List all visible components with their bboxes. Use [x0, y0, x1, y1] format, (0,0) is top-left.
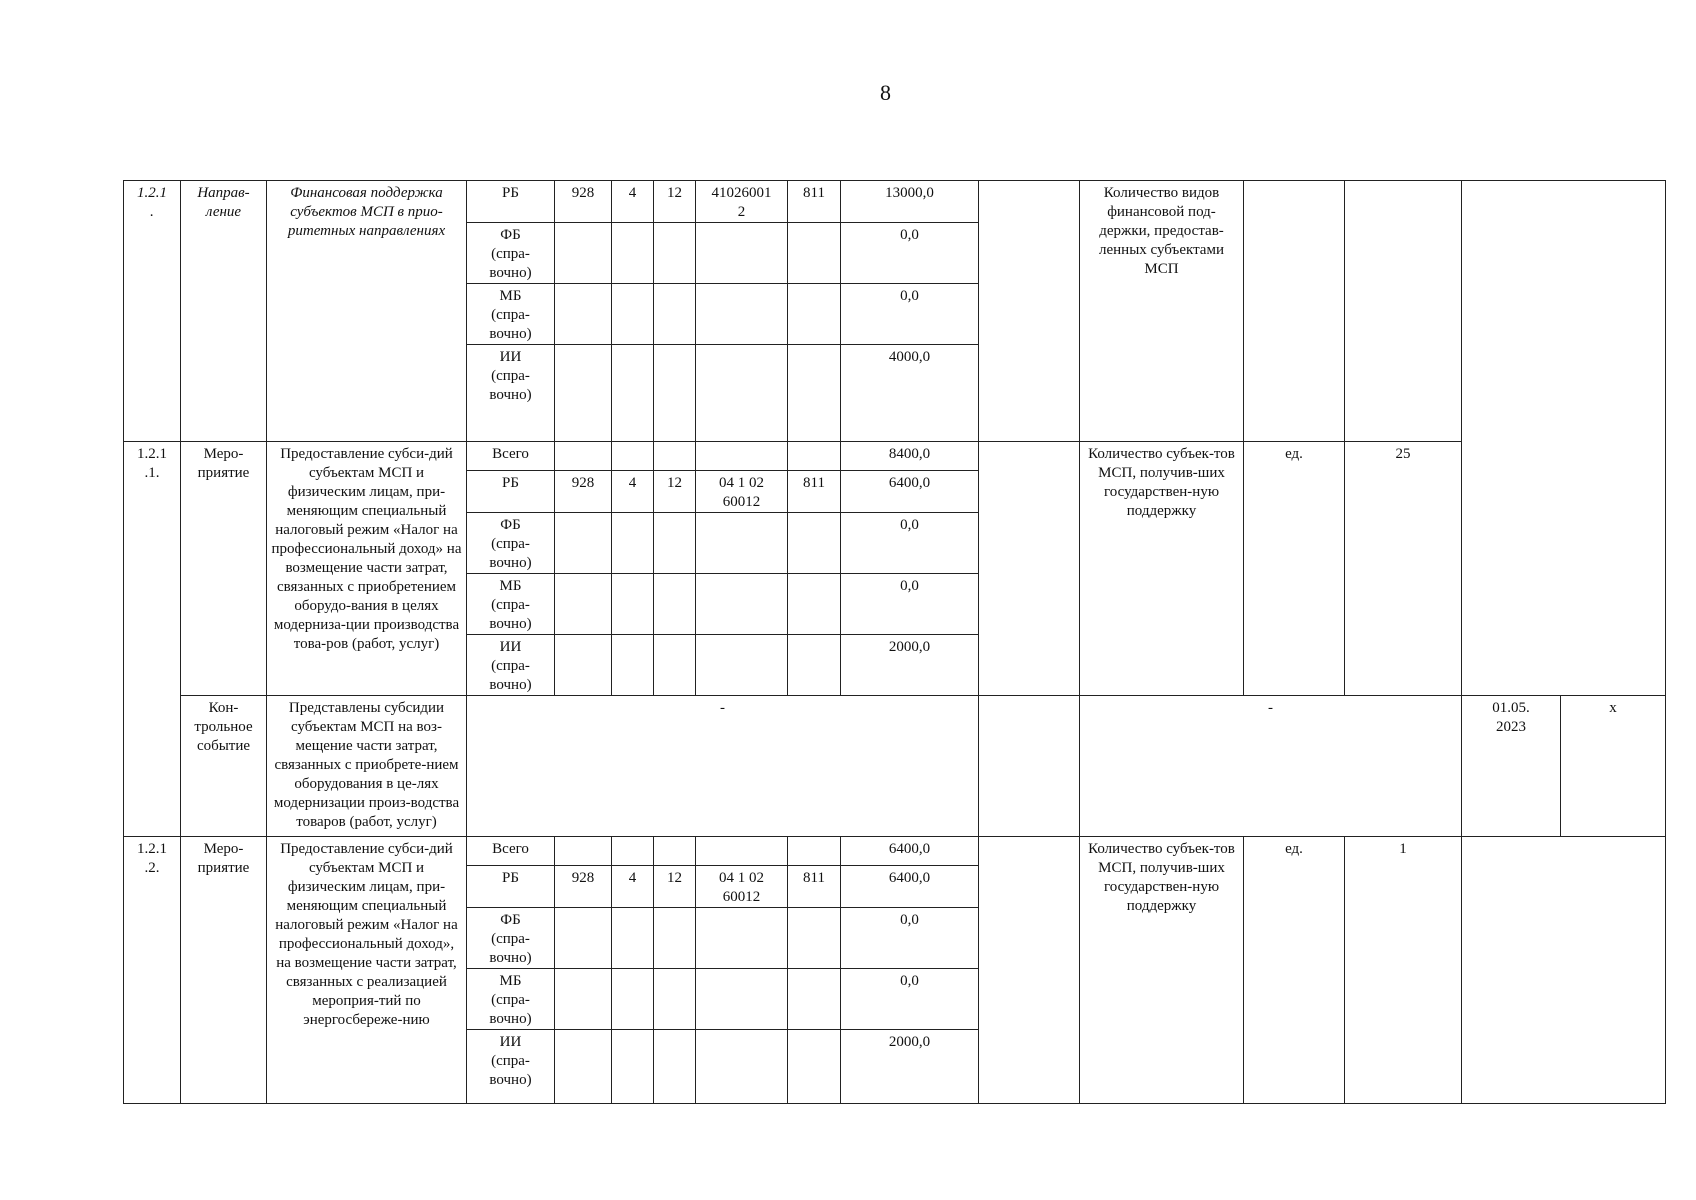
section-code-cell	[612, 574, 654, 635]
funding-source-cell: МБ (спра- вочно)	[467, 574, 555, 635]
blank-right	[1462, 181, 1666, 442]
subsection-code-cell	[654, 223, 696, 284]
row-code: 1.2.1 .2.	[124, 837, 181, 1104]
subsection-code-cell	[654, 837, 696, 866]
unit-cell	[1244, 181, 1345, 442]
subsection-code-cell	[654, 635, 696, 696]
grbs-code-cell	[555, 837, 612, 866]
funding-source-cell: Всего	[467, 442, 555, 471]
grbs-code-cell	[555, 969, 612, 1030]
table-row	[124, 181, 1666, 223]
expense-type-cell	[788, 837, 841, 866]
blank-right	[1462, 837, 1666, 1104]
amount-cell: 2000,0	[841, 635, 979, 696]
grbs-code-cell	[555, 284, 612, 345]
blank-cell	[979, 181, 1080, 442]
table-row	[124, 442, 1666, 471]
target-article-cell	[696, 969, 788, 1030]
row-type: Кон- трольное событие	[181, 696, 267, 837]
program-table	[123, 180, 1666, 1104]
target-article-cell	[696, 837, 788, 866]
expense-type-cell	[788, 574, 841, 635]
section-code-cell	[612, 223, 654, 284]
amount-cell: 4000,0	[841, 345, 979, 442]
row-type: Меро- приятие	[181, 837, 267, 1104]
funding-source-cell: ИИ (спра- вочно)	[467, 635, 555, 696]
grbs-code-cell	[555, 574, 612, 635]
subsection-code-cell: 12	[654, 181, 696, 223]
finance-dash-cell: -	[467, 696, 979, 837]
expense-type-cell	[788, 345, 841, 442]
indicator-name: Количество видов финансовой под-держки, предостав-ленных субъектами МСП	[1080, 181, 1244, 442]
table-row	[124, 837, 1666, 866]
value-cell: 25	[1345, 442, 1462, 696]
target-article-cell	[696, 223, 788, 284]
section-code-cell: 4	[612, 866, 654, 908]
table-row	[124, 696, 1666, 837]
amount-cell: 13000,0	[841, 181, 979, 223]
target-article-cell	[696, 442, 788, 471]
amount-cell: 0,0	[841, 284, 979, 345]
subsection-code-cell	[654, 1030, 696, 1104]
subsection-code-cell: 12	[654, 471, 696, 513]
funding-source-cell: МБ (спра- вочно)	[467, 284, 555, 345]
section-code-cell	[612, 1030, 654, 1104]
funding-source-cell: Всего	[467, 837, 555, 866]
value-cell	[1345, 181, 1462, 442]
section-code-cell	[612, 837, 654, 866]
grbs-code-cell	[555, 223, 612, 284]
target-article-cell	[696, 1030, 788, 1104]
row-code: 1.2.1 .1.	[124, 442, 181, 696]
row-code	[124, 696, 181, 837]
amount-cell: 0,0	[841, 574, 979, 635]
subsection-code-cell	[654, 969, 696, 1030]
funding-source-cell: РБ	[467, 471, 555, 513]
section-code-cell	[612, 284, 654, 345]
row-name: Представлены субсидии субъектам МСП на воз-мещение части затрат, связанных с приобрете-нием оборудования в це-лях модернизации произ-водства товаров (работ, услуг)	[267, 696, 467, 837]
amount-cell: 6400,0	[841, 866, 979, 908]
expense-type-cell	[788, 969, 841, 1030]
expense-type-cell	[788, 223, 841, 284]
amount-cell: 0,0	[841, 513, 979, 574]
subsection-code-cell	[654, 345, 696, 442]
expense-type-cell	[788, 284, 841, 345]
funding-source-cell: ИИ (спра- вочно)	[467, 345, 555, 442]
subsection-code-cell	[654, 284, 696, 345]
target-article-cell: 41026001 2	[696, 181, 788, 223]
subsection-code-cell: 12	[654, 866, 696, 908]
page-number: 8	[880, 80, 891, 105]
funding-source-cell: ФБ (спра- вочно)	[467, 908, 555, 969]
amount-cell: 2000,0	[841, 1030, 979, 1104]
row-type: Направ- ление	[181, 181, 267, 442]
section-code-cell: 4	[612, 471, 654, 513]
row-type: Меро- приятие	[181, 442, 267, 696]
funding-source-cell: МБ (спра- вочно)	[467, 969, 555, 1030]
section-code-cell	[612, 635, 654, 696]
row-name: Предоставление субси-дий субъектам МСП и физическим лицам, при-меняющим специальный налоговый режим «Налог на профессиональный доход» на возмещение части затрат, связанных с приобретением оборудо-вания в целях модерниза-ции производства това-ров (работ, услуг)	[267, 442, 467, 696]
expense-type-cell	[788, 635, 841, 696]
amount-cell: 8400,0	[841, 442, 979, 471]
row-name: Финансовая поддержка субъектов МСП в прио-ритетных направлениях	[267, 181, 467, 442]
subsection-code-cell	[654, 442, 696, 471]
grbs-code-cell	[555, 442, 612, 471]
subsection-code-cell	[654, 908, 696, 969]
funding-source-cell: ИИ (спра- вочно)	[467, 1030, 555, 1104]
grbs-code-cell: 928	[555, 181, 612, 223]
indicator-name: Количество субъек-тов МСП, получив-ших государствен-ную поддержку	[1080, 837, 1244, 1104]
grbs-code-cell	[555, 1030, 612, 1104]
amount-cell: 0,0	[841, 223, 979, 284]
expense-type-cell: 811	[788, 866, 841, 908]
value-cell: 1	[1345, 837, 1462, 1104]
target-article-cell	[696, 345, 788, 442]
expense-type-cell: 811	[788, 181, 841, 223]
grbs-code-cell	[555, 908, 612, 969]
target-article-cell	[696, 284, 788, 345]
expense-type-cell	[788, 442, 841, 471]
target-article-cell	[696, 635, 788, 696]
grbs-code-cell	[555, 635, 612, 696]
grbs-code-cell: 928	[555, 866, 612, 908]
event-date-cell: 01.05. 2023	[1462, 696, 1561, 837]
grbs-code-cell: 928	[555, 471, 612, 513]
target-article-cell	[696, 574, 788, 635]
amount-cell: 6400,0	[841, 471, 979, 513]
expense-type-cell	[788, 513, 841, 574]
unit-cell: ед.	[1244, 837, 1345, 1104]
subsection-code-cell	[654, 513, 696, 574]
blank-cell	[979, 696, 1080, 837]
indicator-dash-cell: -	[1080, 696, 1462, 837]
section-code-cell	[612, 908, 654, 969]
section-code-cell	[612, 969, 654, 1030]
expense-type-cell	[788, 908, 841, 969]
amount-cell: 0,0	[841, 908, 979, 969]
section-code-cell: 4	[612, 181, 654, 223]
amount-cell: 0,0	[841, 969, 979, 1030]
grbs-code-cell	[555, 345, 612, 442]
grbs-code-cell	[555, 513, 612, 574]
target-article-cell	[696, 513, 788, 574]
row-code: 1.2.1 .	[124, 181, 181, 442]
funding-source-cell: ФБ (спра- вочно)	[467, 223, 555, 284]
subsection-code-cell	[654, 574, 696, 635]
section-code-cell	[612, 345, 654, 442]
row-name: Предоставление субси-дий субъектам МСП и физическим лицам, при-меняющим специальный налоговый режим «Налог на профессиональный доход», на возмещение части затрат, связанных с реализацией мероприя-тий по энергосбереже-нию	[267, 837, 467, 1104]
blank-cell	[979, 442, 1080, 696]
amount-cell: 6400,0	[841, 837, 979, 866]
blank-right	[1462, 442, 1666, 696]
blank-cell	[979, 837, 1080, 1104]
section-code-cell	[612, 442, 654, 471]
funding-source-cell: ФБ (спра- вочно)	[467, 513, 555, 574]
unit-cell: ед.	[1244, 442, 1345, 696]
expense-type-cell	[788, 1030, 841, 1104]
target-article-cell: 04 1 02 60012	[696, 866, 788, 908]
funding-source-cell: РБ	[467, 866, 555, 908]
section-code-cell	[612, 513, 654, 574]
target-article-cell: 04 1 02 60012	[696, 471, 788, 513]
funding-source-cell: РБ	[467, 181, 555, 223]
target-article-cell	[696, 908, 788, 969]
indicator-name: Количество субъек-тов МСП, получив-ших государствен-ную поддержку	[1080, 442, 1244, 696]
expense-type-cell: 811	[788, 471, 841, 513]
mark-cell: х	[1561, 696, 1666, 837]
